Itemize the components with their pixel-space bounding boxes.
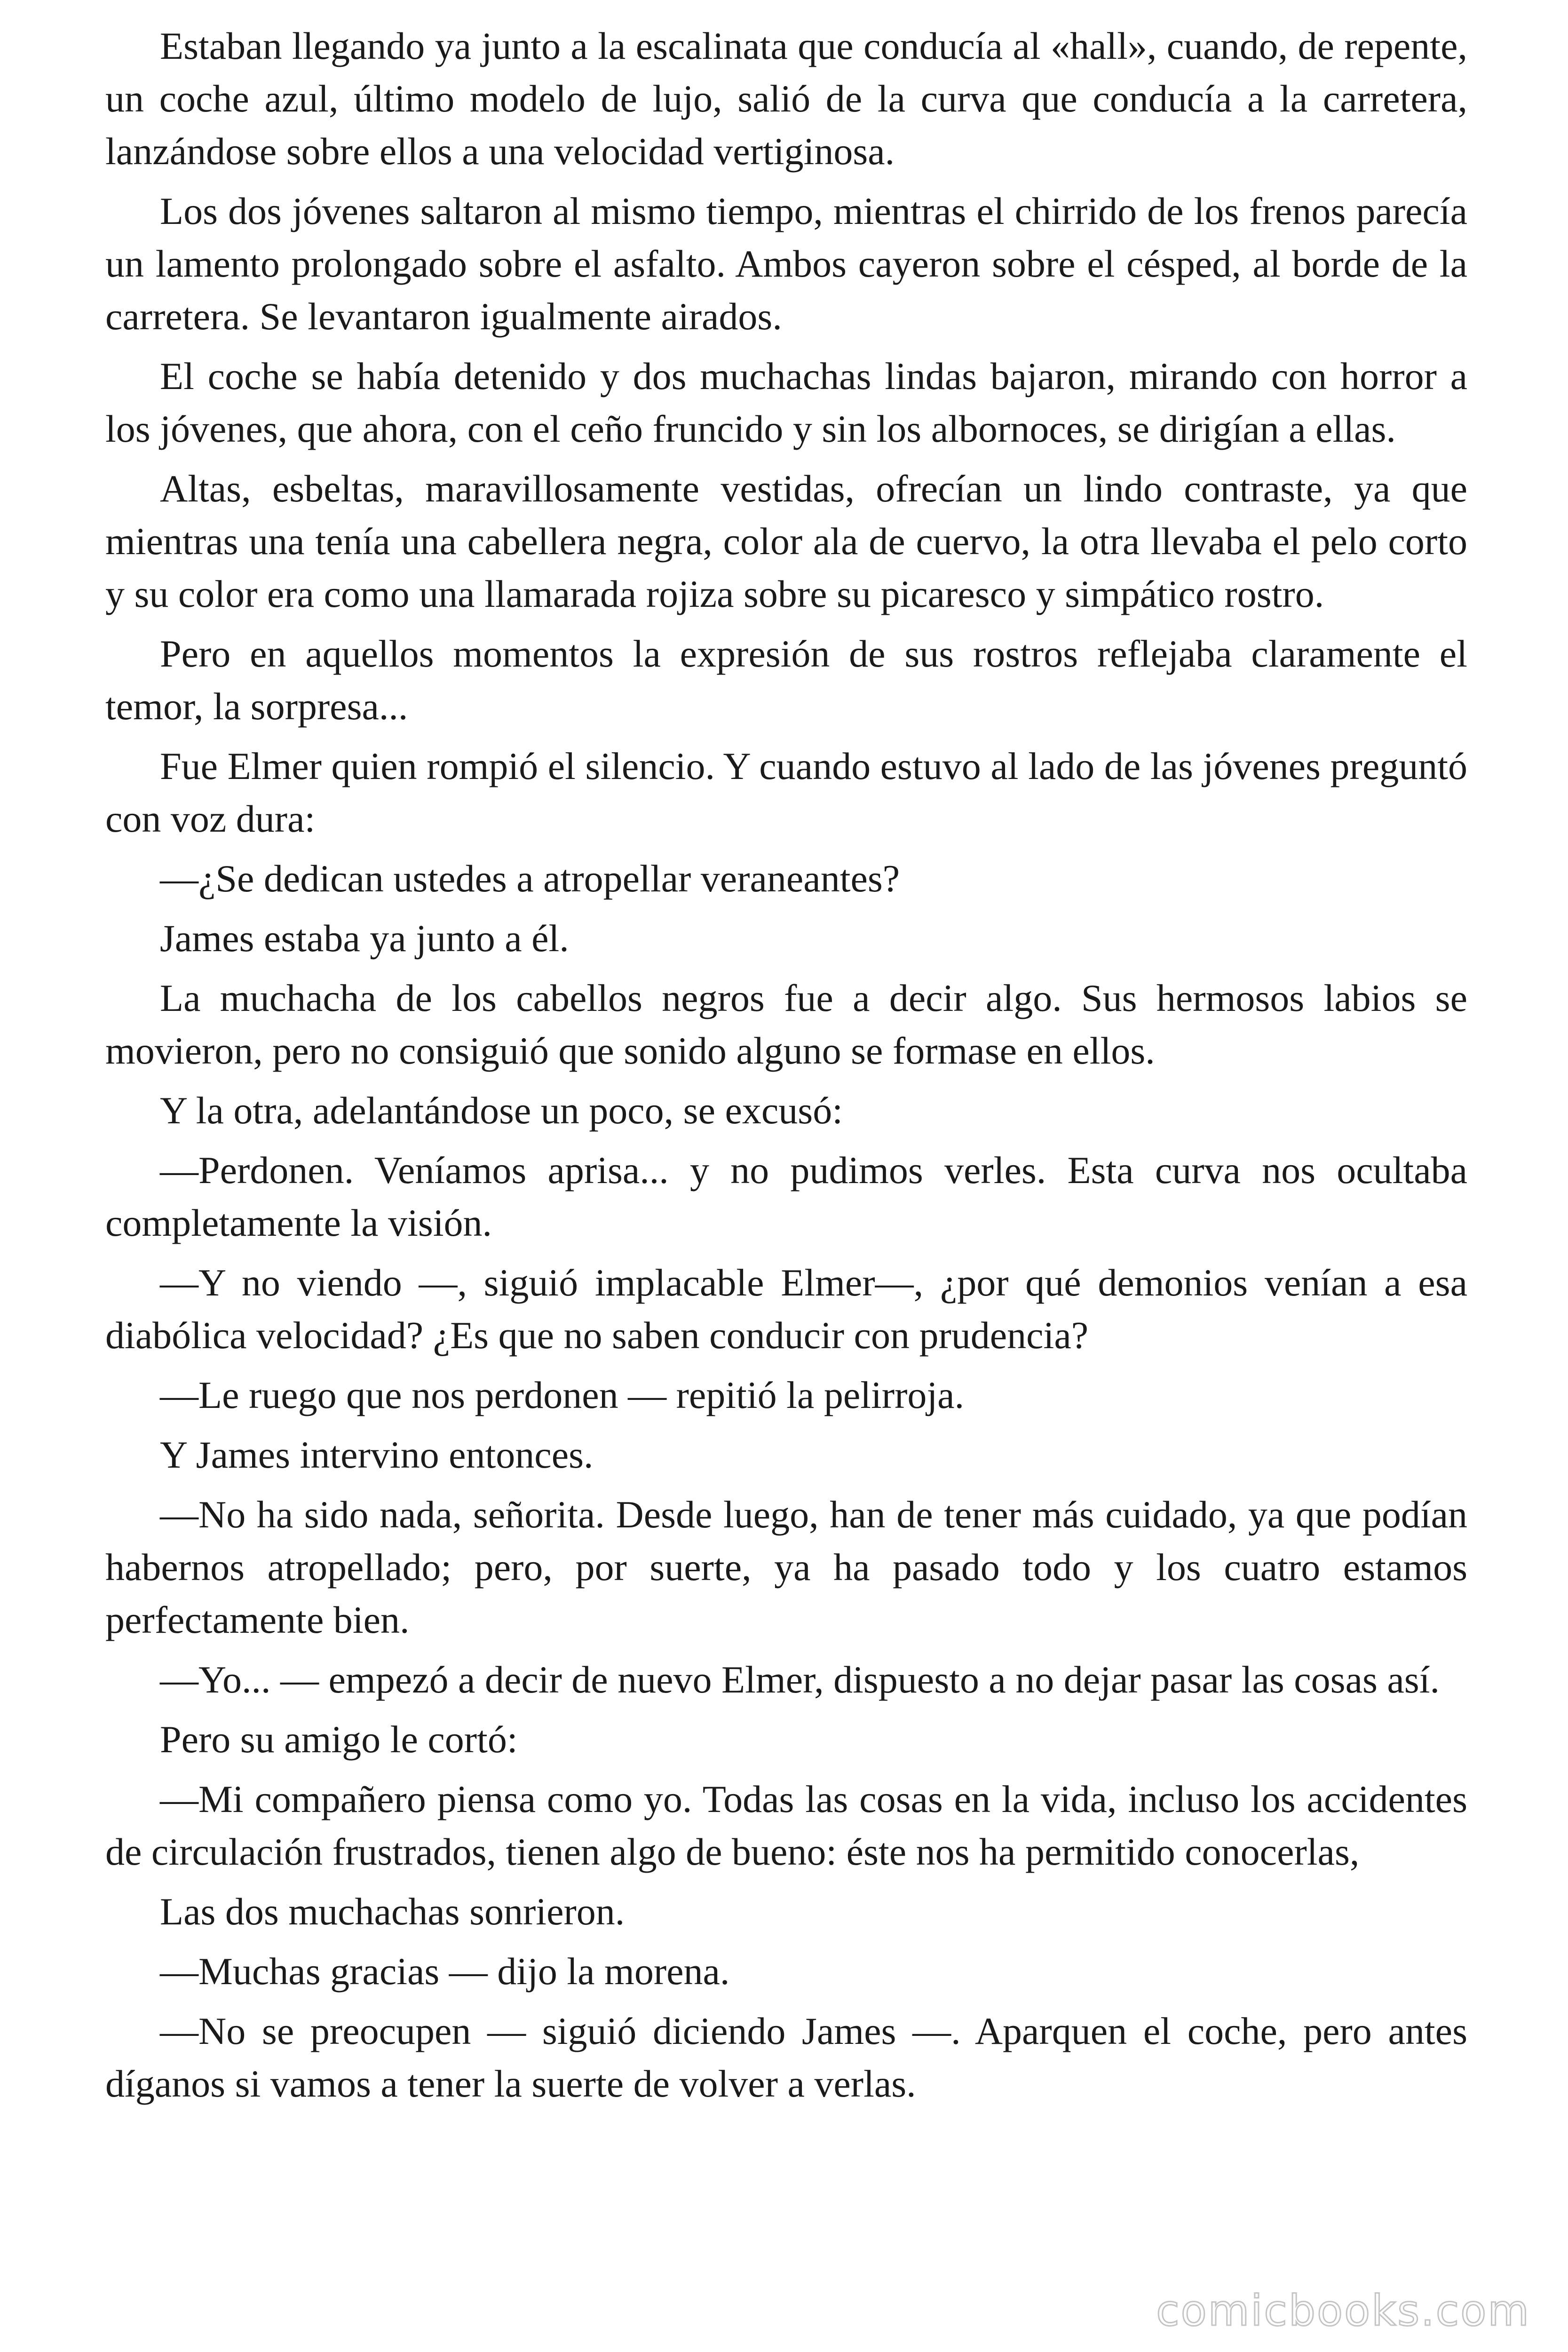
paragraph: Los dos jóvenes saltaron al mismo tiempo, mientras el chirrido de los frenos parecía un lamento prolongado sobre el asfalto. Ambos cayeron sobre el césped, al borde de la carretera. Se levantaron igualmente airados. xyxy=(105,190,1467,338)
paragraph: Altas, esbeltas, maravillosamente vestidas, ofrecían un lindo contraste, ya que mientras una tenía una cabellera negra, color ala de cuervo, la otra llevaba el pelo corto y su color era como una llamarada rojiza sobre su picaresco y simpático rostro. xyxy=(105,467,1467,615)
watermark: comicbooks.com xyxy=(1156,2286,1530,2336)
dialogue-line: —No ha sido nada, señorita. Desde luego, han de tener más cuidado, ya que podían habernos atropellado; pero, por suerte, ya ha pasado todo y los cuatro estamos perfectamente bien. xyxy=(105,1493,1467,1641)
dialogue-line: —¿Se dedican ustedes a atropellar veraneantes? xyxy=(160,857,900,900)
paragraph: Pero su amigo le cortó: xyxy=(160,1718,518,1761)
dialogue-line: —Y no viendo —, siguió implacable Elmer—, ¿por qué demonios venían a esa diabólica velocidad? ¿Es que no saben conducir con prudencia? xyxy=(105,1261,1467,1357)
dialogue-line: —No se preocupen — siguió diciendo James —. Aparquen el coche, pero antes díganos si vamos a tener la suerte de volver a verlas. xyxy=(105,2010,1467,2105)
paragraph: El coche se había detenido y dos muchachas lindas bajaron, mirando con horror a los jóvenes, que ahora, con el ceño fruncido y sin los albornoces, se dirigían a ellas. xyxy=(105,355,1467,450)
dialogue-line: —Perdonen. Veníamos aprisa... y no pudimos verles. Esta curva nos ocultaba completamente la visión. xyxy=(105,1149,1467,1244)
paragraph: Pero en aquellos momentos la expresión de sus rostros reflejaba claramente el temor, la sorpresa... xyxy=(105,632,1467,728)
dialogue-line: —Le ruego que nos perdonen — repitió la pelirroja. xyxy=(160,1374,965,1416)
paragraph: La muchacha de los cabellos negros fue a decir algo. Sus hermosos labios se movieron, pero no consiguió que sonido alguno se formase en ellos. xyxy=(105,977,1467,1072)
dialogue-line: —Muchas gracias — dijo la morena. xyxy=(160,1950,730,1993)
paragraph: Estaban llegando ya junto a la escalinata que conducía al «hall», cuando, de repente, un coche azul, último modelo de lujo, salió de la curva que conducía a la carretera, lanzándose sobre ellos a una velocidad vertiginosa. xyxy=(105,24,1467,173)
dialogue-line: —Mi compañero piensa como yo. Todas las cosas en la vida, incluso los accidentes de circulación frustrados, tienen algo de bueno: éste nos ha permitido conocerlas, xyxy=(105,1778,1467,1873)
paragraph: James estaba ya junto a él. xyxy=(160,917,569,960)
paragraph: Fue Elmer quien rompió el silencio. Y cuando estuvo al lado de las jóvenes preguntó con voz dura: xyxy=(105,745,1467,840)
paragraph: Y la otra, adelantándose un poco, se excusó: xyxy=(160,1089,843,1132)
paragraph: Las dos muchachas sonrieron. xyxy=(160,1890,625,1933)
paragraph: Y James intervino entonces. xyxy=(160,1433,594,1476)
dialogue-line: —Yo... — empezó a decir de nuevo Elmer, dispuesto a no dejar pasar las cosas así. xyxy=(160,1658,1440,1701)
page-body xyxy=(105,20,1467,2117)
